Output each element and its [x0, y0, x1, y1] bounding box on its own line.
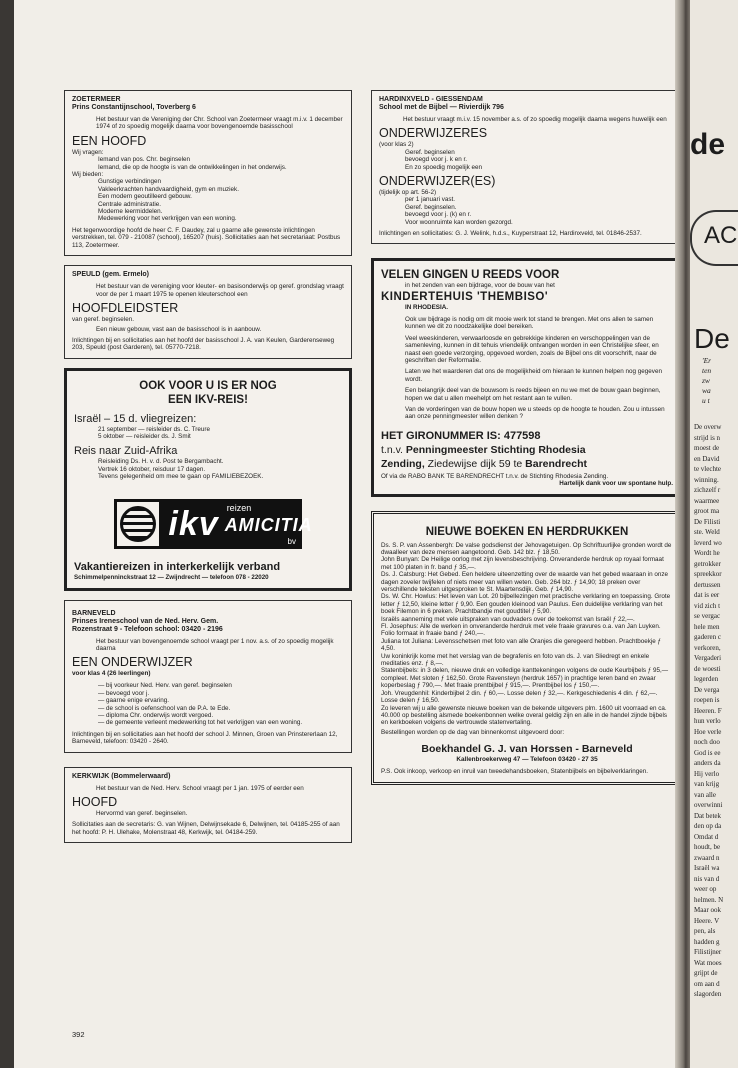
facing-body-line: Dat betek — [694, 811, 722, 820]
facing-italic-line: wa — [702, 386, 711, 395]
list-item: — de school is oefenschool van de P.A. te Ede. — [98, 704, 231, 712]
logo-amicitia — [219, 499, 313, 549]
list-item: Vakleerkrachten handvaardigheid, gym en muziek. — [98, 185, 239, 193]
facing-body-line: pen, als — [694, 927, 716, 935]
list-item: Iemand, die op de hoogte is van de ontwikkelingen in het onderwijs. — [98, 163, 287, 171]
zuid-afrika-title: Reis naar Zuid-Afrika — [74, 445, 178, 458]
facing-body-line: Maar ook — [694, 906, 722, 914]
facing-body-line: roepen is — [694, 696, 720, 704]
ad-kerkwijk — [64, 767, 352, 844]
facing-body-line: van krijg — [694, 780, 720, 788]
book-entry: Uw koninkrijk kome met het verslag van de begrafenis en foto van ds. J. van Sliedregt en enkele meditaties enz. ƒ 8,—. — [381, 652, 650, 668]
list-item: — bij voorkeur Ned. Herv. van geref. beginselen — [98, 682, 232, 690]
zending-line — [381, 457, 673, 471]
boeken-title: NIEUWE BOEKEN EN HERDRUKKEN — [425, 525, 629, 538]
left-column — [64, 90, 352, 852]
facing-body-line: weer op — [694, 885, 717, 893]
facing-body-line: Hij verlo — [694, 769, 720, 778]
facing-body-line: van alle — [694, 790, 716, 799]
list-item: Gunstige verbindingen — [98, 178, 162, 186]
facing-body-line: ste. Weld — [694, 528, 720, 536]
facing-body-line: verkoren, — [694, 643, 721, 652]
facing-body-line: hadden g — [694, 937, 720, 946]
ad-location: SPEULD (gem. Ermelo) — [72, 271, 150, 279]
kindertehuis: KINDERTEHUIS 'THEMBISO' — [381, 290, 549, 303]
facing-title: De — [694, 323, 730, 354]
facing-body-line: spreekkor — [694, 570, 722, 578]
ad-footer: Inlichtingen bij en sollicitaties aan het hoofd der basisschool J. A. van Keulen, Garderenseweg 203, Speuld (post Garderen), tel. 05770-7218. — [72, 336, 335, 352]
list-item: Voor woonruimte kan worden gezorgd. — [405, 218, 513, 226]
list-item: bevoegd voor j. (k) en r. — [405, 211, 472, 219]
ad-location: ZOETERMEER — [72, 96, 121, 103]
book-entry: Israëls aanneming met vele uitspraken van oudvaders over de toekomst van Israël ƒ 22,—. — [381, 615, 635, 623]
ad-intro: Het bestuur vraagt m.i.v. 15 november a.s. of zo spoedig mogelijk daarna wegens huwelijk een — [403, 116, 667, 123]
facing-body-line: anders da — [694, 759, 721, 767]
ad-zoetermeer — [64, 90, 352, 256]
facing-body-line: se vergac — [694, 612, 721, 620]
ad-footer: Inlichtingen bij en sollicitaties aan het hoofd der school J. Minnen, Groen van Prinstererlaan 12, Barneveld, telefoon: 03420 - 2640. — [72, 730, 338, 746]
facing-italic-line: ten — [702, 366, 712, 375]
facing-body-line: waarmee — [694, 496, 720, 505]
tnv-line — [381, 443, 673, 457]
zuid-line: Tevens gelegenheid om mee te gaan op FAMILIEBEZOEK. — [98, 473, 264, 481]
israel-trip: 5 oktober — reisleider ds. J. Smit — [98, 432, 191, 440]
facing-body-line: nis van d — [694, 874, 720, 883]
israel-trip: 21 september — reisleider ds. C. Treure — [98, 425, 210, 433]
ad-school: Prins Constantijnschool, Toverberg 6 — [72, 104, 196, 111]
ad-velen-gingen — [371, 258, 683, 496]
facing-body-line: den op da — [694, 822, 722, 830]
facing-body-line: De overw — [694, 423, 722, 431]
logo-reizen: reizen — [226, 502, 252, 513]
magazine-page — [14, 0, 682, 1068]
velen-para: Veel weeskinderen, verwaarloosde en gebrekkige kinderen en verschoppelingen van de samenleving, kunnen in dit tehuis vriendelijk ontvangen worden in een Christelijke sfeer, en naast een goede verzorging, opgevoed worden, zoals de Bijbel ons dit voorschrift, naar de geschriften der Reformatie. — [405, 334, 659, 364]
facing-body-line: Hoe verle — [694, 727, 722, 736]
facing-page — [690, 0, 738, 1068]
ad-ikv-reis — [64, 368, 352, 591]
ad-location: KERKWIJK (Bommelerwaard) — [72, 772, 171, 780]
vakantie-address: Schimmelpenninckstraat 12 — Zwijndrecht — telefoon 078 - 22020 — [74, 573, 269, 581]
list-item: En zo spoedig mogelijk een — [405, 163, 483, 171]
logo-ikv: ikv — [168, 504, 219, 543]
facing-body-line: De verga — [694, 685, 720, 694]
ad-barneveld — [64, 600, 352, 753]
facing-italic-line: u t — [702, 396, 710, 405]
zuid-line: Reisleiding Ds. H. v. d. Post te Bergambacht. — [98, 458, 224, 466]
page-number: 392 — [72, 1030, 85, 1039]
list-item: — bevoegd voor j. — [98, 689, 150, 697]
ad-speuld — [64, 265, 352, 358]
ad-intro: Het bestuur van de Vereniging der Chr. School van Zoetermeer vraagt m.i.v. 1 december 1974 of zo spoedig mogelijk daarna voor bovengenoemde basisschool — [96, 116, 343, 131]
ad-label: Wij vragen: — [72, 148, 104, 156]
ad-school: Rozenstraat 9 - Telefoon school: 03420 - 2196 — [72, 625, 223, 633]
book-entry: Bestellingen worden op de dag van binnenkomst uitgevoerd door: — [381, 728, 565, 736]
ad-location: BARNEVELD — [72, 609, 116, 617]
facing-body-line: slagorden — [694, 990, 722, 998]
velen-thanks: Hartelijk dank voor uw spontane hulp. — [559, 480, 673, 488]
velen-para: Een belangrijk deel van de bouwsom is reeds bijeen en nu we met de bouw gaan beginnen, hopen we dat u allen meehelpt om het restant aan te vullen. — [405, 387, 661, 402]
ad-title: HOOFDLEIDSTER — [72, 300, 179, 315]
facing-body-line: getrokker — [694, 559, 721, 568]
velen-para: Ook uw bijdrage is nodig om dit mooie werk tot stand te brengen. Met ons allen te samen kunnen we dit zo noodzakelijke doel bereiken. — [405, 315, 654, 331]
facing-body-line: grijpt de — [694, 969, 718, 977]
facing-body-line: noch doo — [694, 738, 720, 746]
velen-title: VELEN GINGEN U REEDS VOOR — [381, 269, 560, 282]
ad-nieuwe-boeken — [371, 511, 683, 785]
facing-body-line: hele men — [694, 622, 720, 631]
facing-body-line: zwaard n — [694, 853, 720, 862]
facing-body-line: Omdat d — [694, 832, 719, 841]
facing-body-line: overwinni — [694, 801, 723, 809]
ad-hardinxveld — [371, 90, 683, 244]
ad-sub: (voor klas 2) — [379, 141, 414, 149]
facing-body-line: hun verlo — [694, 717, 721, 725]
ad-intro: Het bestuur van de vereniging voor kleuter- en basisonderwijs op geref. grondslag vraagt voor de per 1 maart 1975 te openen kleuterschool een — [96, 283, 344, 298]
shop-ps: P.S. Ook inkoop, verkoop en inruil van tweedehandsboeken, Statenbijbels en bijbelverklaringen. — [381, 768, 648, 776]
ad-footer: Sollicitaties aan de secretaris: G. van Wijnen, Delwijnsekade 6, Delwijnen, tel. 04185-255 of aan het hoofd: P. H. Ulehake, Molenstraat 48, Kerkwijk, tel. 04184-259. — [72, 821, 340, 836]
facing-body-line: helmen. N — [694, 895, 724, 904]
facing-body-line: strijd is n — [694, 433, 721, 442]
ad-extra: Een nieuw gebouw, vast aan de basisschool is in aanbouw. — [96, 326, 262, 334]
velen-bank: Of via de RABO BANK TE BARENDRECHT t.n.v. de Stichting Rhodesia Zending. — [381, 472, 609, 480]
ad-title: HOOFD — [72, 795, 118, 810]
list-item: bevoegd voor j. k en r. — [405, 156, 467, 164]
list-item: — diploma Chr. onderwijs wordt vergoed. — [98, 712, 214, 719]
list-item: — de gemeente verleent medewerking tot het verkrijgen van een woning. — [98, 719, 303, 727]
book-entry: Joh. Vreugdenhil: Kinderbijbel 2 din. ƒ 60,—. Losse delen ƒ 32,—. Kerkgeschiedenis 4 din. ƒ 62,—. Losse delen ƒ 16,50. — [381, 689, 658, 705]
book-entry: Fl. Josephus: Alle de werken in onveranderde herdruk met vele fraaie gravures o.a. van Jan Luyken. Folio formaat in fraaie band ƒ 240,—. — [381, 623, 661, 638]
logo-bv: bv — [287, 536, 296, 546]
book-entry: John Bunyan: De Heilige oorlog met zijn levensbeschrijving. Onveranderde herdruk op royaal formaat met 100 platen in fr. band ƒ 35,—. — [381, 556, 664, 571]
facing-italic-line: zw — [702, 376, 710, 385]
list-item: Een modern geoutilleerd gebouw. — [98, 193, 192, 201]
facing-body-line: gaderen c — [694, 633, 722, 641]
ad-intro: Het bestuur van bovengenoemde school vraagt per 1 nov. a.s. of zo spoedig mogelijk daarna — [96, 637, 334, 652]
ad-intro: Het bestuur van de Ned. Herv. School vraagt per 1 jan. 1975 of eerder een — [96, 784, 304, 792]
facing-body-line: zichzelf r — [694, 486, 721, 494]
rhodesia: IN RHODESIA. — [405, 303, 449, 311]
facing-body-line: vid zich t — [694, 601, 721, 610]
facing-body-line: dertussen — [694, 580, 721, 589]
ad-title: ONDERWIJZER(ES) — [379, 174, 496, 189]
ikv-headline-1: OOK VOOR U IS ER NOG — [139, 379, 277, 392]
facing-body-line: De Filisti — [694, 517, 721, 526]
facing-body-line: te vlechte — [694, 465, 722, 473]
list-item: Centrale administratie. — [98, 200, 161, 208]
ikv-headline-2: EEN IKV-REIS! — [168, 393, 248, 406]
facing-heading: de — [690, 128, 726, 161]
list-item: Medewerking voor het verkrijgen van een woning. — [98, 215, 237, 223]
ad-title: EEN HOOFD — [72, 133, 147, 148]
ad-title: EEN ONDERWIJZER — [72, 655, 193, 670]
book-entry: Ds. W. Chr. Howlus: Het leven van Lot. 20 bijbellezingen met practische verklaring en toepassing. Grote letter ƒ 12,50, kleine letter ƒ 9,90. Een gouden kleinood van Paulus. Een duidelijke verklaring van het boek Filemon in 6 preken. Prachtbandje met goudtitel ƒ 5,90. — [381, 593, 671, 616]
ad-sub: van geref. beginselen. — [72, 315, 134, 323]
facing-body-line: Heere. V — [694, 916, 720, 925]
zending-address: Ziedewijse dijk 59 te — [427, 457, 523, 470]
zuid-line: Vertrek 16 oktober, reisduur 17 dagen. — [98, 465, 206, 473]
facing-body-line: winning. — [694, 475, 719, 484]
ad-school: Prinses Ireneschool van de Ned. Herv. Gem. — [72, 617, 219, 625]
list-item: Moderne leermiddelen. — [98, 208, 163, 216]
zending: Zending, — [381, 457, 425, 470]
book-entry: Juliana tot Juliana: Levensschetsen met foto van alle Oranjes die geregeerd hebben. Prachtboekje ƒ 4,50. — [381, 637, 662, 653]
right-column — [371, 90, 683, 794]
facing-body-line: Filistijner — [694, 948, 722, 956]
tnv-name: Penningmeester Stichting Rhodesia — [405, 443, 586, 456]
facing-body-line: leverd wo — [694, 538, 722, 547]
logo-amicitia-text: AMICITIA — [224, 514, 313, 535]
ad-footer: Inlichtingen en sollicitaties: G. J. Welink, h.d.s., Kuyperstraat 12, Hardinxveld, tel. 01846-2537. — [379, 230, 642, 238]
ad-label: Wij bieden: — [72, 171, 104, 179]
facing-box: AC — [690, 210, 738, 266]
facing-body-line: legerden — [694, 675, 719, 683]
shop-address: Kallenbroekerweg 47 — Telefoon 03420 - 27 35 — [456, 756, 598, 764]
facing-body-line: Heeren. F — [694, 706, 722, 715]
book-entry: Ds. S. P. van Assenbergh: De valse godsdienst der Jehovagetuigen. Op Schriftuurlijke gronden wordt de dwaalleer van deze mensen aangetoond. Geb. 142 blz. ƒ 18,50. — [381, 541, 672, 556]
ad-location: HARDINXVELD - GIESSENDAM — [379, 96, 483, 103]
facing-body-line: groot ma — [694, 507, 720, 515]
velen-intro: in het zenden van een bijdrage, voor de bouw van het — [405, 282, 555, 290]
facing-body-line: Israël wa — [694, 864, 720, 872]
giro-number: HET GIRONUMMER IS: 477598 — [381, 429, 541, 442]
list-item: — gaarne enige ervaring. — [98, 697, 170, 705]
facing-body-line: God is ee — [694, 748, 721, 757]
vakantiereizen: Vakantiereizen in interkerkelijk verband — [74, 560, 281, 573]
facing-italic-line: 'Er — [702, 356, 712, 365]
globe-icon — [114, 499, 162, 549]
facing-body-line: moest de — [694, 444, 720, 452]
list-item: Geref. beginselen. — [405, 203, 457, 211]
ikv-amicitia-logo — [114, 499, 313, 549]
list-item: Geref. beginselen — [405, 148, 455, 156]
israel-title: Israël – 15 d. vliegreizen: — [74, 412, 197, 425]
zending-city: Barendrecht — [525, 457, 587, 470]
facing-body-line: dat is eer — [694, 591, 720, 599]
facing-body-line: Wat moes — [694, 958, 722, 967]
ad-title: ONDERWIJZERES — [379, 126, 488, 141]
list-item: Iemand van pos. Chr. beginselen — [98, 156, 191, 164]
list-item: per 1 januari vast. — [405, 196, 456, 204]
ad-school: School met de Bijbel — Rivierdijk 796 — [379, 104, 504, 111]
book-entry: Ds. J. Catsburg: Het Gebed. Een heldere uiteenzetting over de waarde van het gebed waaraan in onze dagen zoveler twijfelen of niets meer van willen weten. Geb. 264 blz. ƒ 14,90; 18 preken over verschillende teksten uitgesproken te St. Maartensdijk. Geb. ƒ 14,90. — [381, 571, 669, 593]
velen-para: Van de vorderingen van de bouw hopen we u steeds op de hoogte te houden. Zou u intussen aan onze penningmeester willen denken ? — [405, 405, 665, 421]
tnv-prefix: t.n.v. — [381, 443, 403, 456]
facing-body-line: Vergaderi — [694, 654, 722, 662]
book-entry: Statenbijbels: in 3 delen, nieuwe druk en volledige kanttekeningen volgens de oude Keurbijbels ƒ 95,— compleet. Met sloten ƒ 162,50. Grote Ravensteyn (herdruk 1657) in prachtige leren band en zwaar koperbeslag ƒ 790,—. Met fraaie prentbijbel ƒ 915,—. Prentbijbel los ƒ 150,—. — [381, 667, 669, 690]
facing-body-line: om aan d — [694, 979, 720, 988]
book-entry: Zo leveren wij u alle gewenste nieuwe boeken van de bekende uitgevers plm. 1600 uit voorraad en ca. 40.000 op bestelling alsmede boekenbonnen welke overal geldig zijn en alle in de handel zijnde bijbels en kerkboeken volgens de vertrouwde statenvertaling. — [381, 704, 668, 727]
facing-body-line: Wordt he — [694, 549, 720, 557]
ad-footer: Het tegenwoordige hoofd de heer C. F. Daudey, zal u gaarne alle gewenste inlichtingen verstrekken, tel. 079 - 210087 (school), 165207 (huis). Sollicitaties aan het secretariaat: Postbus 113, Zoetermeer. — [72, 226, 341, 249]
facing-body-line: en David — [694, 454, 720, 463]
facing-body-line: de woesti — [694, 664, 721, 673]
velen-para: Laten we het waarderen dat ons de mogelijkheid om hieraan te kunnen helpen nog gegeven wordt. — [405, 368, 662, 383]
ad-klas: voor klas 4 (26 leerlingen) — [72, 670, 151, 678]
facing-body-line: houdt, be — [694, 843, 721, 851]
shop-name: Boekhandel G. J. van Horssen - Barneveld — [421, 743, 633, 756]
ad-sub: Hervormd van geref. beginselen. — [96, 810, 188, 818]
ad-sub: (tijdelijk op art. 56-2) — [379, 189, 437, 197]
